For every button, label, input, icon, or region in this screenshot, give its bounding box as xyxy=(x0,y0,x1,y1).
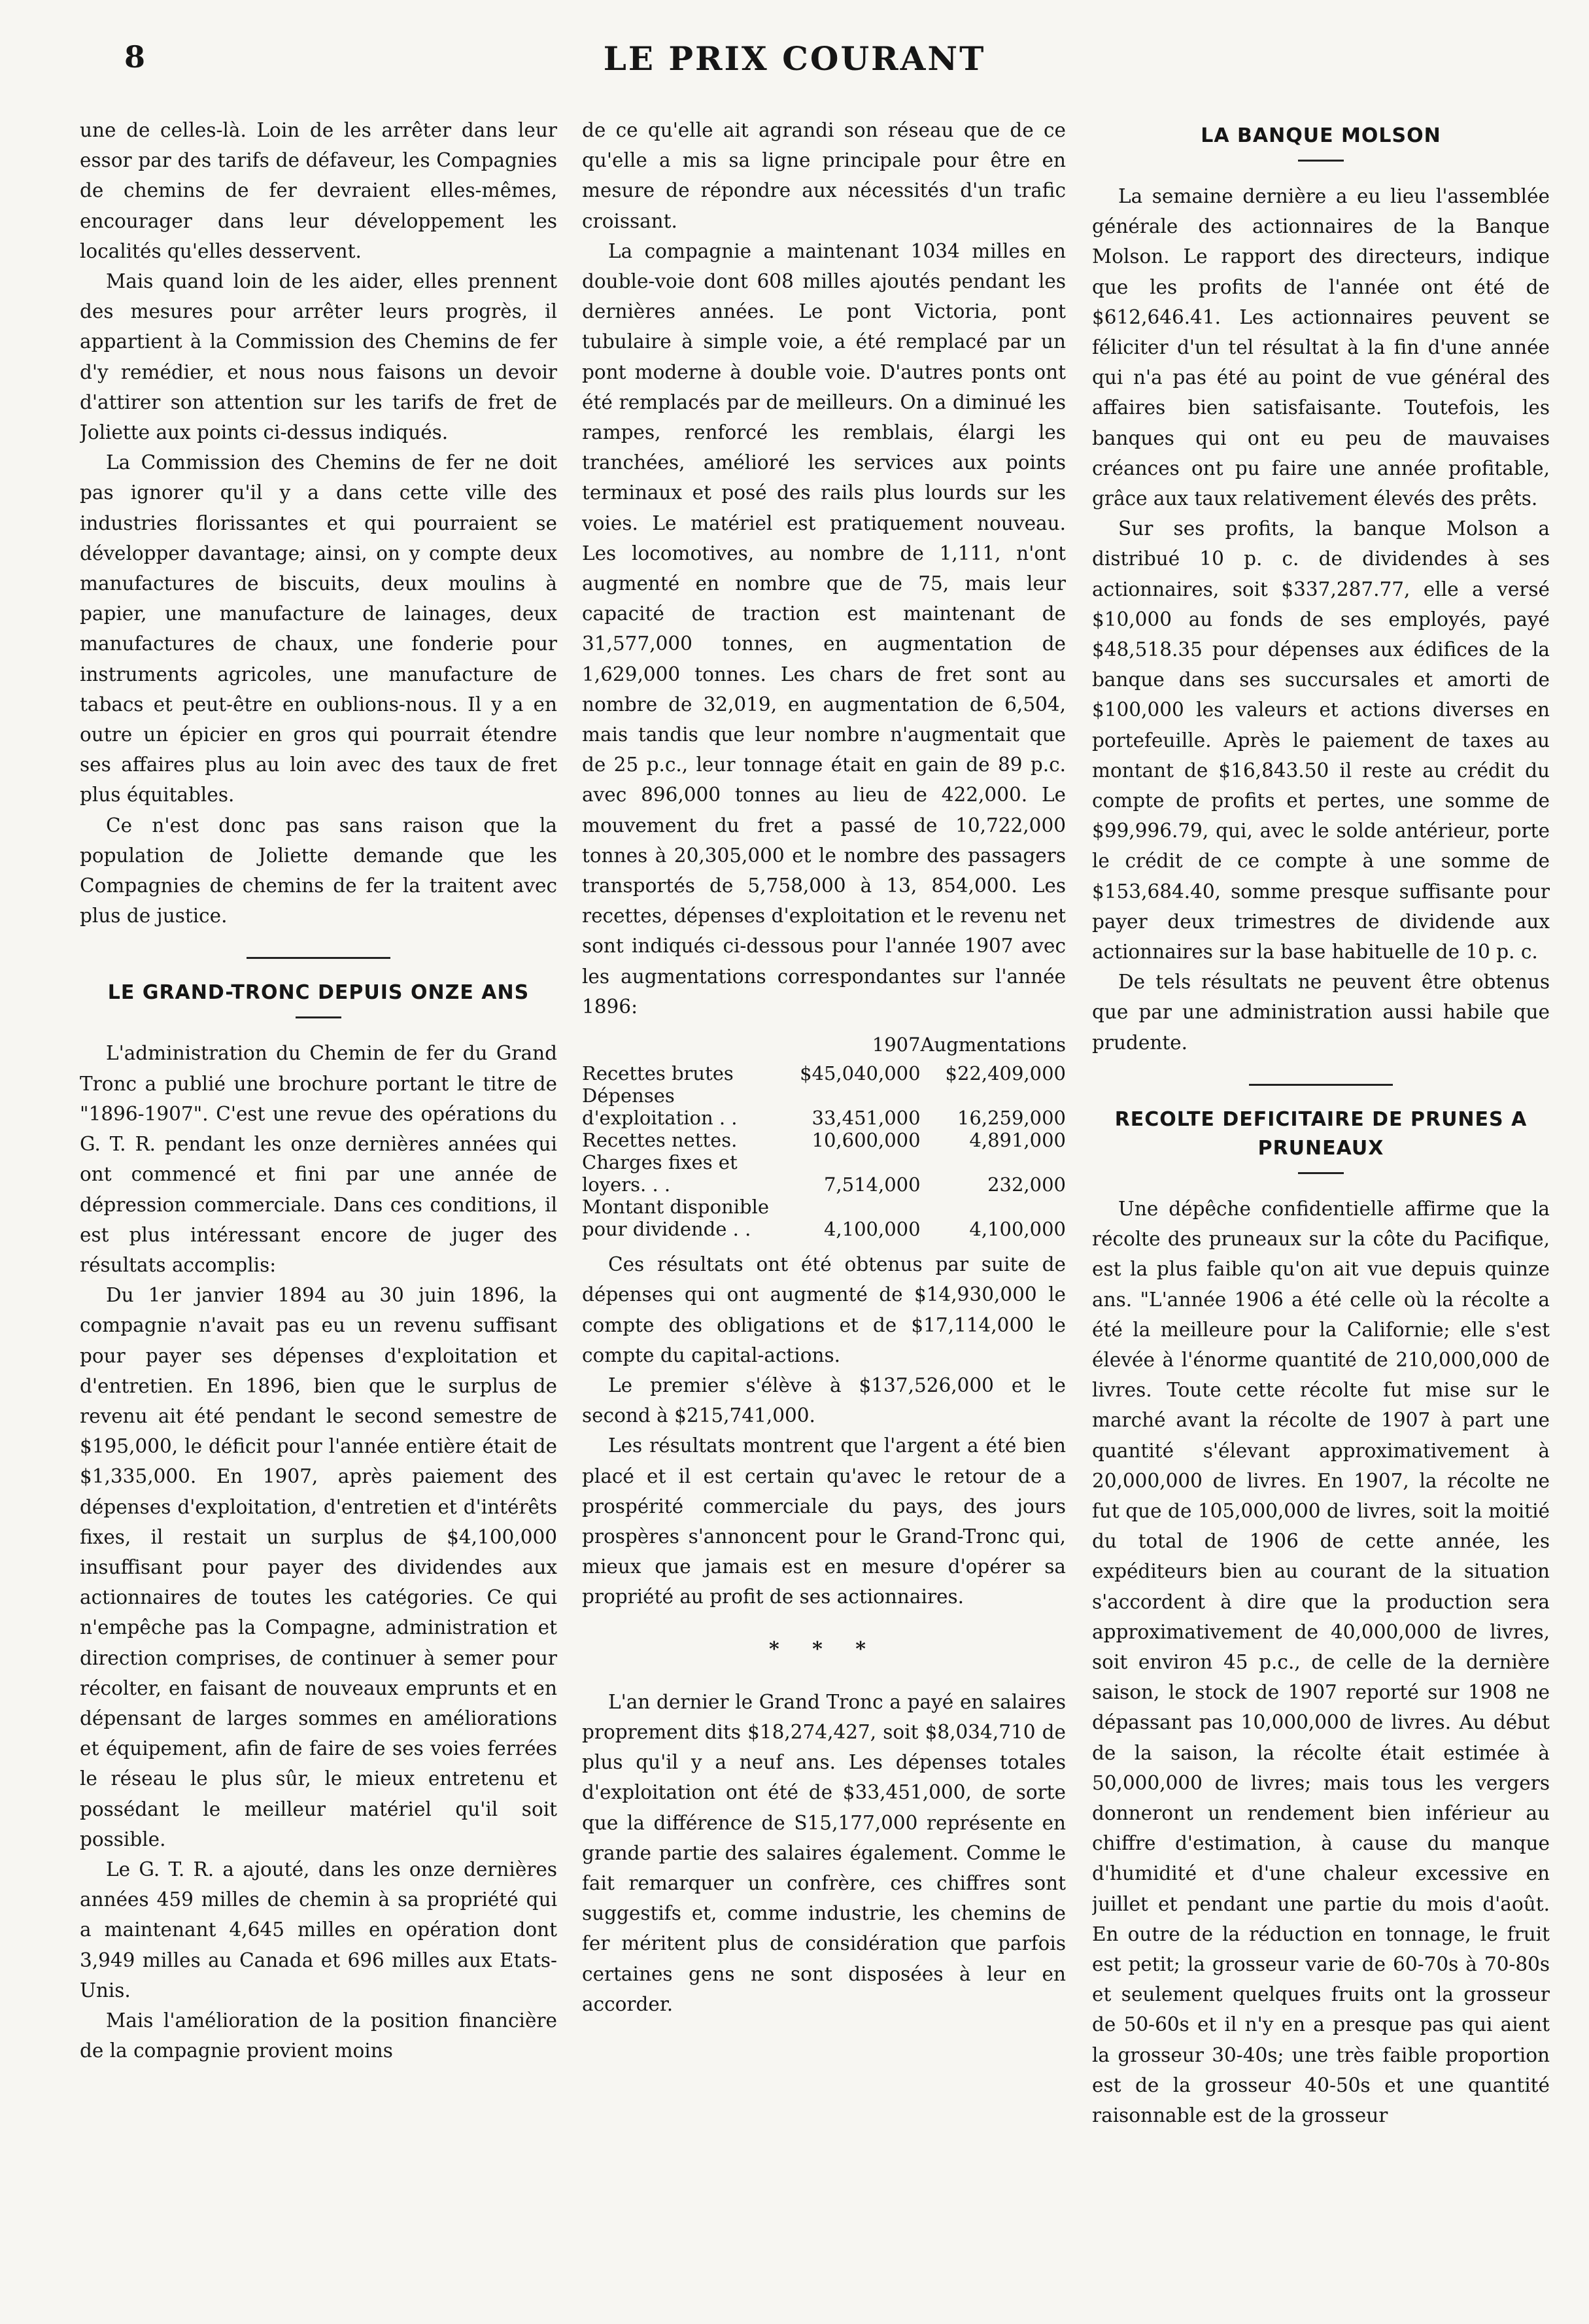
paragraph: Ces résultats ont été obtenus par suite de dépenses qui ont augmenté de $14,930,000 le compte des obligations et de $17,114,000 le compte du capital-actions. xyxy=(582,1253,1066,1366)
section-title-recolte-pruneaux: RECOLTE DEFICITAIRE DE PRUNES A PRUNEAUX xyxy=(1114,1107,1528,1160)
table-row: Montant disponible pour dividende . . 4,100,000 4,100,000 xyxy=(582,1196,1066,1241)
column-right xyxy=(1092,115,1550,2293)
paragraph: De tels résultats ne peuvent être obtenus que par une administration aussi habile que prudente. xyxy=(1092,971,1550,1054)
section-title-grand-tronc: LE GRAND-TRONC DEPUIS ONZE ANS xyxy=(107,981,530,1005)
title-underline xyxy=(1298,1172,1344,1174)
paragraph: Une dépêche confidentielle affirme que la récolte des pruneaux sur la côte du Pacifique, est la plus faible qu'on ait vue depuis quinze ans. "L'année 1906 a été celle où la récolte a été la meilleure pour la Californie; elle s'est élevée à l'énorme quantité de 210,000,000 de livres. Toute cette récolte fut mise sur le marché avant la récolte de 1907 à part une quantité s'élevant approximativement à 20,000,000 de livres. En 1907, la récolte ne fut que de 105,000,000 de livres, soit la moitié du total de 1906 de cette année, les expéditeurs bien au courant de la situation s'accordent à dire que la production sera approximativement de 40,000,000 de livres, soit environ 45 p.c., de celle de la dernière saison, le stock de 1907 reporté sur 1908 ne dépassant pas 10,000,000 de livres. Au début de la saison, la récolte était estimée à 50,000,000 de livres; mais tous les vergers donneront un rendement bien inférieur au chiffre d'estimation, à cause du manque d'humidité et d'une chaleur excessive en juillet et pendant une partie du mois d'août. En outre de la réduction en tonnage, le fruit est petit; la grosseur varie de 60-70s à 70-80s et seulement quelques fruits ont la grosseur de 50-60s et il n'y en a presque pas qui aient la grosseur 30-40s; une très faible proportion est de la grosseur 40-50s et une quantité raisonnable est de la grosseur xyxy=(1092,1197,1550,2126)
section-divider xyxy=(247,957,390,959)
paragraph: La Commission des Chemins de fer ne doit pas ignorer qu'il y a dans cette ville des industries florissantes et qui pourraient se développer davantage; ainsi, on y compte deux manufactures de biscuits, deux moulins à papier, une manufacture de lainages, deux manufactures de chaux, une fonderie pour instruments agricoles, une manufacture de tabacs et peut-être en oublions-nous. Il y a en outre un épicier en gros qui pourrait étendre ses affaires plus au loin avec des taux de fret plus équitables. xyxy=(80,451,557,806)
paragraph: La compagnie a maintenant 1034 milles en double-voie dont 608 milles ajoutés pendant les dernières années. Le pont Victoria, pont tubulaire à simple voie, a été remplacé par un pont moderne à double voie. D'autres ponts ont été remplacés par de meilleurs. On a diminué les rampes, renforcé les remblais, élargi les tranchées, amélioré les services aux points terminaux et posé des rails plus lourds sur les voies. Le matériel est pratiquement nouveau. Les locomotives, au nombre de 1,111, n'ont augmenté en nombre que de 75, mais leur capacité de traction est maintenant de 31,577,000 tonnes, en augmentation de 1,629,000 tonnes. Les chars de fret sont au nombre de 32,019, en augmentation de 6,504, mais tandis que leur nombre n'augmentait que de 25 p.c., leur tonnage était en gain de 89 p.c. avec 896,000 tonnes au lieu de 422,000. Le mouvement du fret a passé de 10,722,000 tonnes à 20,305,000 et le nombre des passagers transportés de 5,758,000 à 13, 854,000. Les recettes, dépenses d'exploitation et le revenu net sont indiqués ci-dessous pour l'année 1907 avec les augmentations correspondantes sur l'année 1896: xyxy=(582,239,1066,1018)
table-row: Charges fixes et loyers. . . 7,514,000 232,000 xyxy=(582,1151,1066,1196)
title-underline xyxy=(1298,160,1344,162)
masthead-title: LE PRIX COURANT xyxy=(603,39,986,78)
paragraph: Mais quand loin de les aider, elles prennent des mesures pour arrêter leurs progrès, il appartient à la Commission des Chemins de fer d'y remédier, et nous nous faisons un devoir d'attirer son attention sur les tarifs de fret de Joliette aux points ci-dessus indiqués. xyxy=(80,270,557,444)
paragraph: Le G. T. R. a ajouté, dans les onze dernières années 459 milles de chemin à sa propriété qui a maintenant 4,645 milles en opération dont 3,949 milles au Canada et 696 milles aux Etats-Unis. xyxy=(80,1858,557,2002)
page-number: 8 xyxy=(124,39,146,75)
section-title-banque-molson: LA BANQUE MOLSON xyxy=(1201,124,1441,147)
page-header xyxy=(0,39,1589,85)
paragraph: L'an dernier le Grand Tronc a payé en salaires proprement dits $18,274,427, soit $8,034,710 de plus qu'il y a neuf ans. Les dépenses totales d'exploitation ont été de $33,451,000, de sorte que la différence de S15,177,000 représente en grande partie des salaires également. Comme le fait remarquer un confrère, ces chiffres sont suggestifs et, comme industrie, les chemins de fer méritent plus de considération que parfois certaines gens ne sont disposées à leur en accorder. xyxy=(582,1690,1066,2015)
paragraph: de ce qu'elle ait agrandi son réseau que de ce qu'elle a mis sa ligne principale pour être en mesure de répondre aux nécessités d'un trafic croissant. xyxy=(582,119,1066,232)
paragraph: Le premier s'élève à $137,526,000 et le second à $215,741,000. xyxy=(582,1374,1066,1427)
table-header-augmentations: Augmentations xyxy=(920,1033,1066,1056)
paragraph: L'administration du Chemin de fer du Grand Tronc a publié une brochure portant le titre de "1896-1907". C'est une revue des opérations du G. T. R. pendant les onze dernières années qui ont commencé et fini par une année de dépression commerciale. Dans ces conditions, il est plus intéressant encore de juger des résultats accomplis: xyxy=(80,1042,557,1276)
column-middle xyxy=(582,115,1066,2293)
paragraph: Ce n'est donc pas sans raison que la population de Joliette demande que les Compagnies de chemins de fer la traitent avec plus de justice. xyxy=(80,814,557,928)
table-row: Recettes nettes. 10,600,000 4,891,000 xyxy=(582,1129,1066,1152)
title-underline xyxy=(296,1016,341,1018)
paragraph: Sur ses profits, la banque Molson a distribué 10 p. c. de dividendes à ses actionnaires, soit $337,287.77, elle a versé $10,000 au fonds de ses employés, payé $48,518.35 pour dépenses aux édifices de la banque dans ses succursales et amorti de $100,000 les valeurs et actions diverses en portefeuille. Après le paiement de taxes au montant de $16,843.50 il reste au crédit du compte de profits et pertes, une somme de $99,996.79, qui, avec le solde antérieur, porte le crédit de ce compte à une somme de $153,684.40, somme presque suffisante pour payer deux trimestres de dividende aux actionnaires sur la base habituelle de 10 p. c. xyxy=(1092,517,1550,963)
financial-table xyxy=(582,1033,1066,1240)
table-header-year: 1907 xyxy=(872,1033,921,1056)
paragraph: Du 1er janvier 1894 au 30 juin 1896, la compagnie n'avait pas eu un revenu suffisant pour payer ses dépenses d'exploitation et d'entretien. En 1896, bien que le surplus de revenu ait été pendant le second semestre de $195,000, le déficit pour l'année entière était de $1,335,000. En 1907, après paiement des dépenses d'exploitation, d'entretien et d'intérêts fixes, il restait un surplus de $4,100,000 insuffisant pour payer des dividendes aux actionnaires de toutes les catégories. Ce qui n'empêche pas la Compagne, administration et direction comprises, de continuer à semer pour récolter, en faisant de nouveaux emprunts et en dépensant de larges sommes en améliorations et équipement, afin de faire de ses voies ferrées le réseau le plus sûr, le mieux entretenu et possédant le meilleur matériel qu'il soit possible. xyxy=(80,1284,557,1850)
table-row: Dépenses d'exploitation . . 33,451,000 16,259,000 xyxy=(582,1084,1066,1130)
paragraph: une de celles-là. Loin de les arrêter dans leur essor par des tarifs de défaveur, les Compagnies de chemins de fer devraient elles-mêmes, encourager dans leur développement les localités qu'elles desservent. xyxy=(80,119,557,262)
column-left xyxy=(80,115,557,2293)
section-separator-stars: * * * xyxy=(769,1637,879,1661)
table-row: Recettes brutes $45,040,000 $22,409,000 xyxy=(582,1062,1066,1085)
paragraph: Les résultats montrent que l'argent a été bien placé et il est certain qu'avec le retour de a prospérité commerciale du pays, des jours prospères s'annoncent pour le Grand-Tronc qui, mieux que jamais est en mesure d'opérer sa propriété au profit de ses actionnaires. xyxy=(582,1434,1066,1608)
paragraph: Mais l'amélioration de la position financière de la compagnie provient moins xyxy=(80,2009,557,2062)
paragraph: La semaine dernière a eu lieu l'assemblée générale des actionnaires de la Banque Molson. Le rapport des directeurs, indique que les profits de l'année ont été de $612,646.41. Les actionnaires peuvent se féliciter d'un tel résultat à la fin d'une année qui n'a pas été au point de vue général des affaires bien satisfaisante. Toutefois, les banques qui ont eu peu de mauvaises créances ont pu faire une année profitable, grâce aux taux relativement élevés des prêts. xyxy=(1092,185,1550,510)
section-divider xyxy=(1249,1084,1393,1086)
